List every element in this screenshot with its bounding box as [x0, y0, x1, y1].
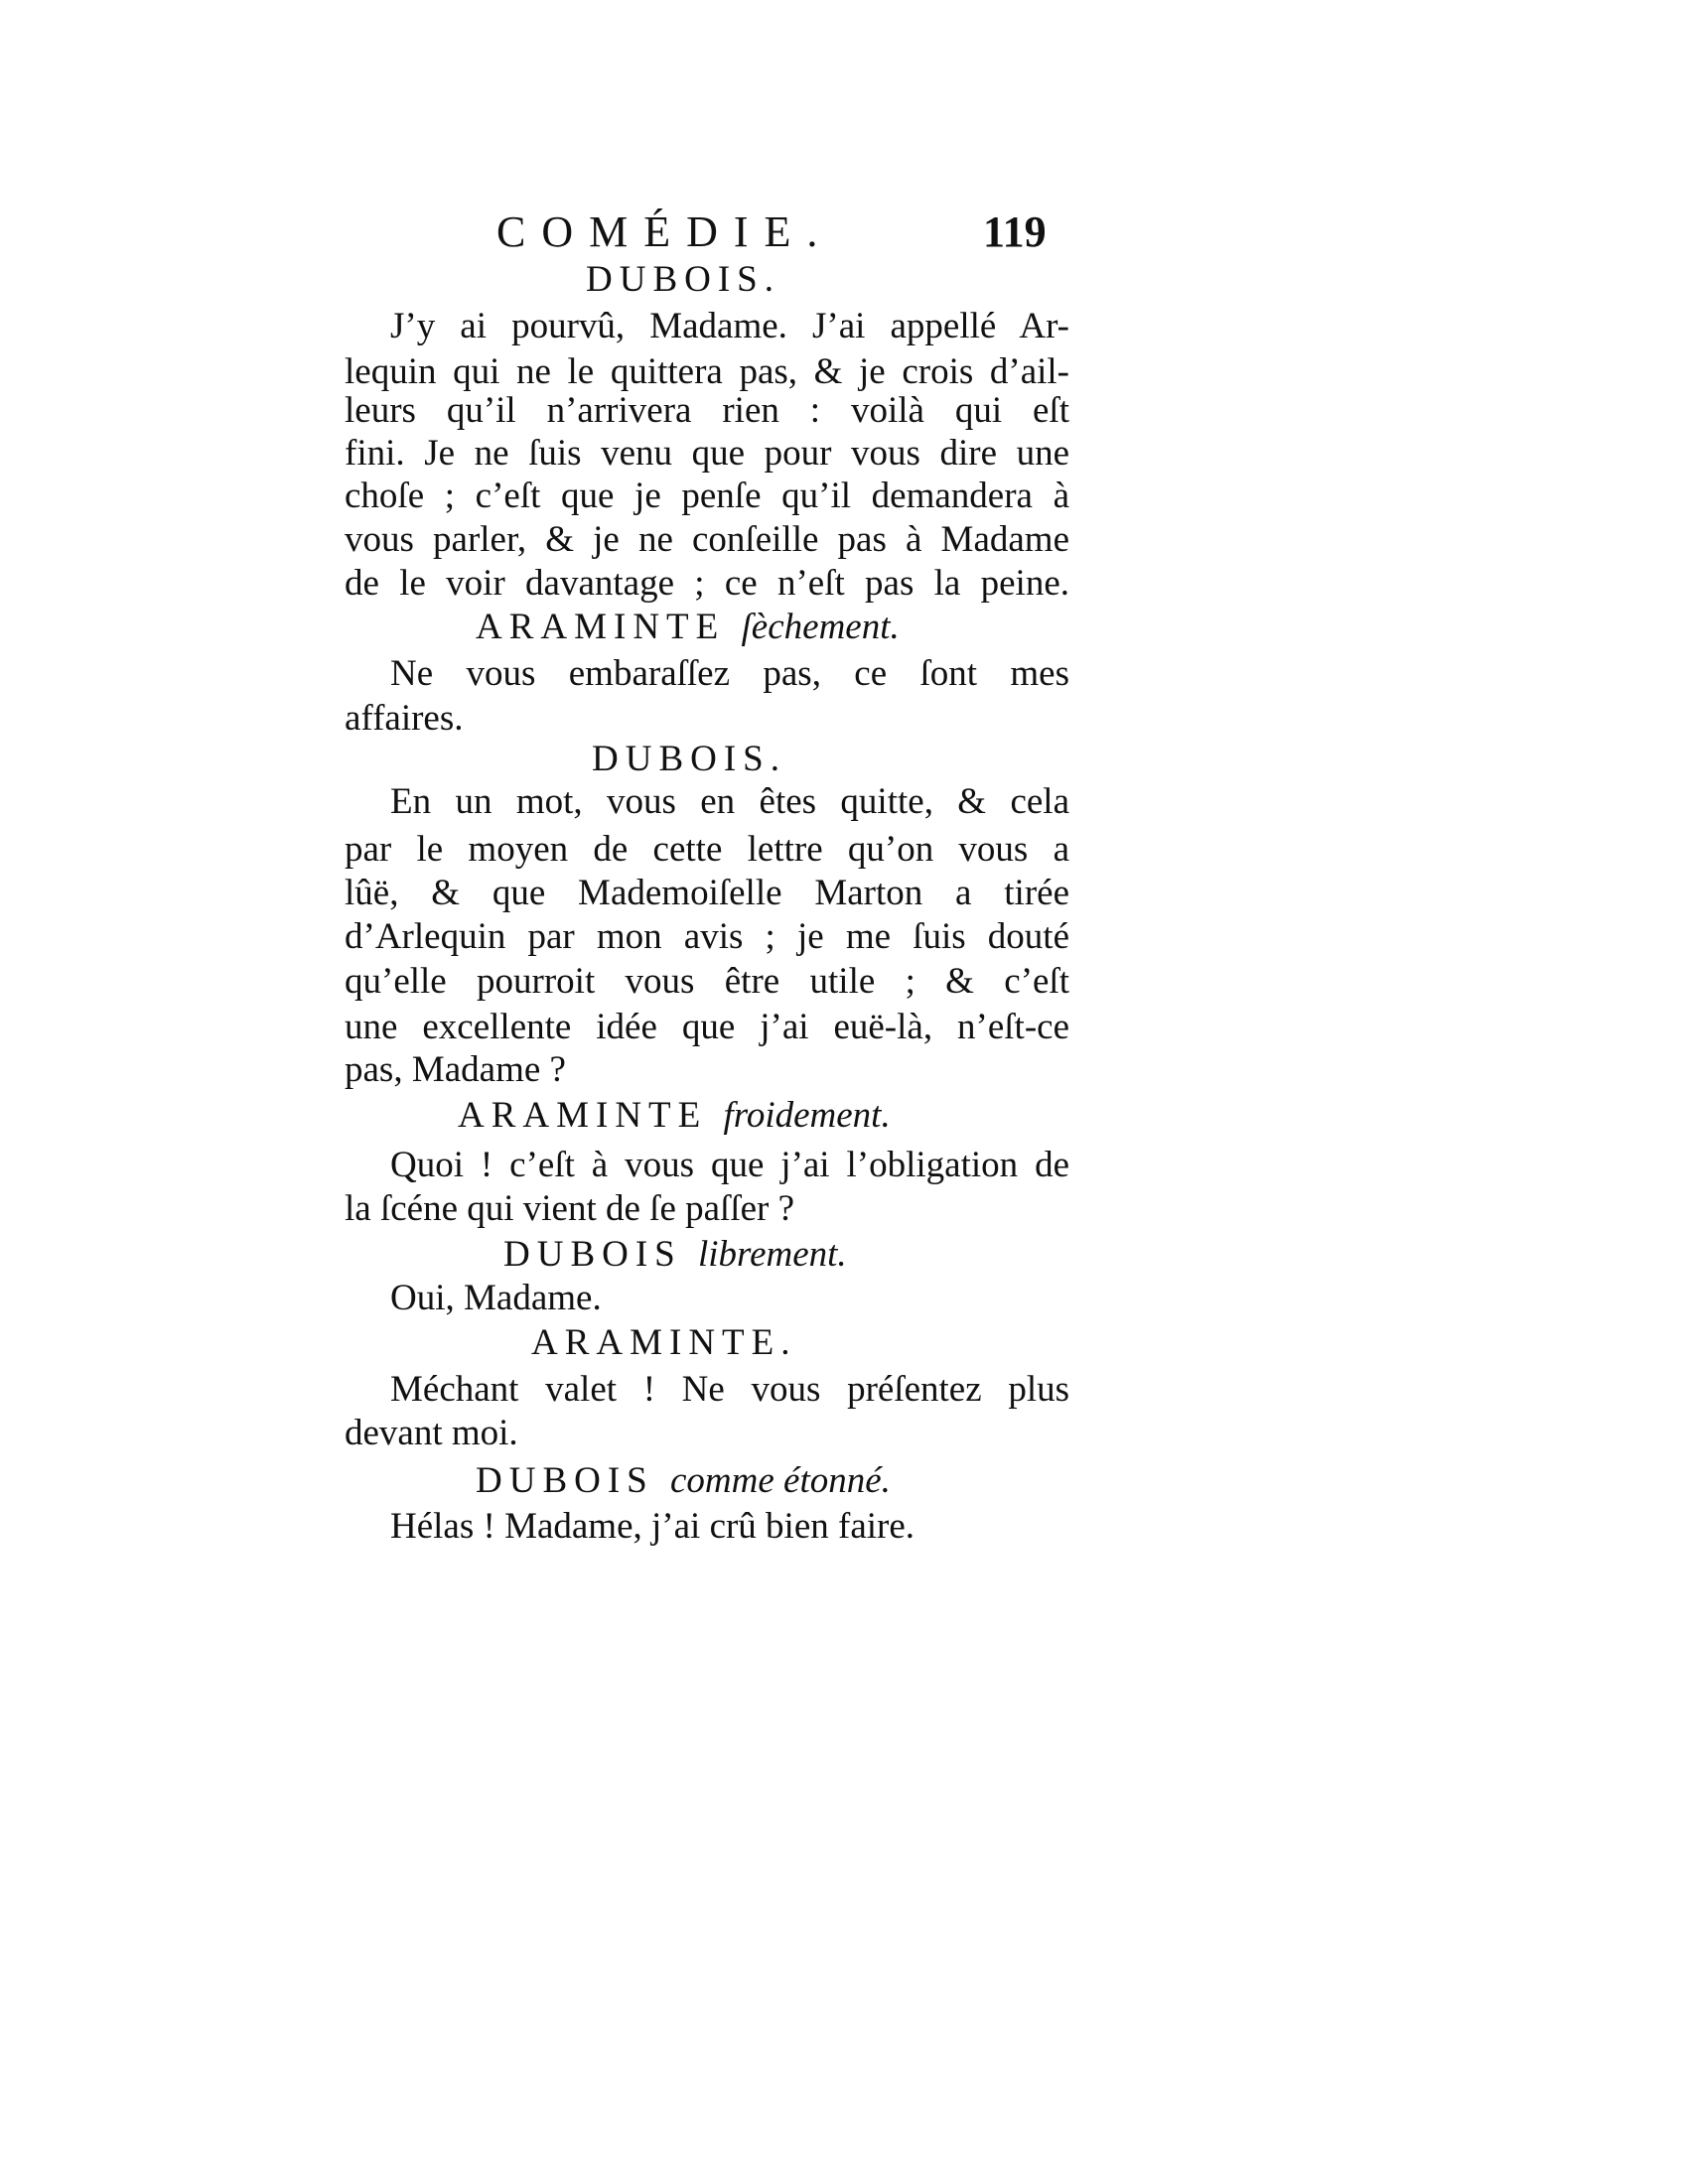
text-line: affaires.	[345, 698, 464, 739]
speaker-name: DUBOIS.	[592, 739, 786, 779]
stage-direction: librement.	[698, 1234, 847, 1275]
text-line: de le voir davantage ; ce n’eſt pas la peine.	[345, 563, 1069, 604]
text-line: leurs qu’il n’arrivera rien : voilà qui eſt	[345, 390, 1069, 431]
stage-direction: comme étonné.	[670, 1460, 891, 1501]
text-line: lequin qui ne le quittera pas, & je crois d’ail-	[345, 351, 1069, 392]
speaker-heading	[503, 1231, 1228, 1279]
speaker-heading	[531, 1319, 1256, 1367]
text-line: fini. Je ne ſuis venu que pour vous dire une	[345, 433, 1069, 474]
speaker-heading	[476, 1457, 1200, 1505]
text-line: Oui, Madame.	[390, 1278, 602, 1318]
text-line: Hélas ! Madame, j’ai crû bien faire.	[390, 1506, 915, 1547]
speaker-name: DUBOIS.	[586, 259, 780, 300]
text-line: par le moyen de cette lettre qu’on vous a	[345, 829, 1069, 870]
text-line: devant moi.	[345, 1413, 518, 1453]
text-line: choſe ; c’eſt que je penſe qu’il demandera à	[345, 476, 1069, 516]
speaker-name: ARAMINTE.	[531, 1322, 797, 1363]
text-line: vous parler, & je ne conſeille pas à Madame	[345, 519, 1069, 560]
speaker-name: ARAMINTE	[476, 607, 726, 647]
text-line: pas, Madame ?	[345, 1049, 566, 1090]
text-line: Quoi ! c’eſt à vous que j’ai l’obligation de	[390, 1145, 1069, 1185]
text-line: d’Arlequin par mon avis ; je me ſuis douté	[345, 916, 1069, 957]
speaker-name: DUBOIS	[503, 1234, 682, 1275]
text-line: Ne vous embaraſſez pas, ce ſont mes	[390, 653, 1069, 694]
speaker-heading	[476, 604, 1200, 651]
speaker-heading	[586, 256, 1311, 304]
speaker-heading	[592, 736, 1317, 783]
speaker-heading	[458, 1092, 1183, 1140]
text-line: qu’elle pourroit vous être utile ; & c’eſt	[345, 961, 1069, 1002]
stage-direction: froidement.	[723, 1095, 891, 1136]
text-line: une excellente idée que j’ai euë-là, n’eſt-ce	[345, 1007, 1069, 1047]
text-line: En un mot, vous en êtes quitte, & cela	[390, 781, 1069, 822]
speaker-name: ARAMINTE	[458, 1095, 708, 1136]
text-line: J’y ai pourvû, Madame. J’ai appellé Ar-	[390, 306, 1069, 346]
page-number: 119	[983, 207, 1047, 256]
stage-direction: ſèchement.	[741, 607, 900, 647]
text-line: lûë, & que Mademoiſelle Marton a tirée	[345, 873, 1069, 913]
speaker-name: DUBOIS	[476, 1460, 654, 1501]
text-line: Méchant valet ! Ne vous préſentez plus	[390, 1369, 1069, 1410]
text-line: la ſcéne qui vient de ſe paſſer ?	[345, 1188, 795, 1229]
running-title: COMÉDIE.	[496, 207, 834, 256]
